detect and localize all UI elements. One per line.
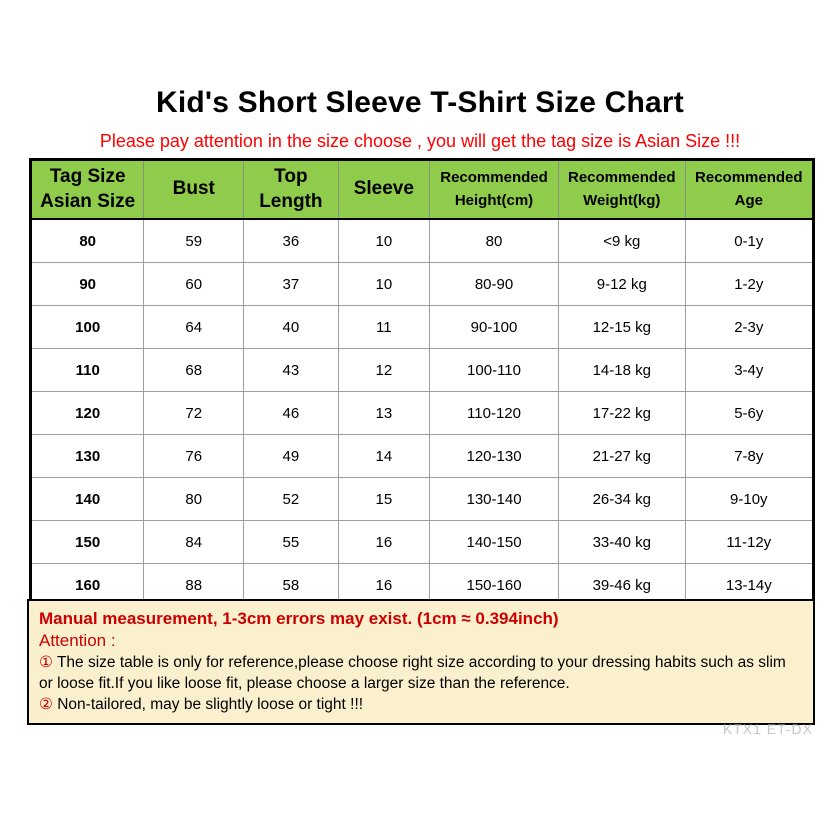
table-cell: 55 xyxy=(244,521,338,564)
table-cell: 88 xyxy=(144,564,244,608)
table-cell: 58 xyxy=(244,564,338,608)
table-cell: 7-8y xyxy=(685,435,813,478)
table-cell: 3-4y xyxy=(685,349,813,392)
table-cell: 5-6y xyxy=(685,392,813,435)
note-1 xyxy=(39,652,801,694)
notes-box xyxy=(27,599,815,725)
table-cell: 84 xyxy=(144,521,244,564)
table-cell: 49 xyxy=(244,435,338,478)
attention-label: Attention : xyxy=(39,631,116,650)
table-cell: 110 xyxy=(31,349,144,392)
table-row xyxy=(31,478,814,521)
table-cell: 16 xyxy=(338,521,429,564)
table-cell: 46 xyxy=(244,392,338,435)
column-header: Recommended Weight(kg) xyxy=(558,160,685,220)
subtitle-warning: Please pay attention in the size choose , you will get the tag size is Asian Size !!! xyxy=(99,131,741,151)
table-cell: 140-150 xyxy=(430,521,559,564)
table-row xyxy=(31,435,814,478)
column-header: Tag Size Asian Size xyxy=(31,160,144,220)
table-cell: 90 xyxy=(31,263,144,306)
table-cell: 100 xyxy=(31,306,144,349)
table-cell: 90-100 xyxy=(430,306,559,349)
table-cell: 80 xyxy=(31,219,144,263)
table-cell: 80 xyxy=(430,219,559,263)
table-cell: 68 xyxy=(144,349,244,392)
table-cell: 0-1y xyxy=(685,219,813,263)
column-header: Top Length xyxy=(244,160,338,220)
measurement-note: Manual measurement, 1-3cm errors may exist. (1cm ≈ 0.394inch) xyxy=(39,609,559,628)
table-cell: 43 xyxy=(244,349,338,392)
table-cell: 1-2y xyxy=(685,263,813,306)
table-cell: 40 xyxy=(244,306,338,349)
table-body xyxy=(31,219,814,608)
table-cell: 76 xyxy=(144,435,244,478)
table-cell: 60 xyxy=(144,263,244,306)
circled-one-glyph: ① xyxy=(39,654,53,671)
table-cell: 39-46 kg xyxy=(558,564,685,608)
table-cell: 10 xyxy=(338,263,429,306)
table-cell: 150 xyxy=(31,521,144,564)
table-cell: 59 xyxy=(144,219,244,263)
table-cell: 26-34 kg xyxy=(558,478,685,521)
table-row xyxy=(31,392,814,435)
table-cell: 14-18 kg xyxy=(558,349,685,392)
table-cell: 37 xyxy=(244,263,338,306)
table-cell: <9 kg xyxy=(558,219,685,263)
table-cell: 72 xyxy=(144,392,244,435)
table-header xyxy=(31,160,814,220)
table-cell: 80-90 xyxy=(430,263,559,306)
table-cell: 150-160 xyxy=(430,564,559,608)
table-header-row xyxy=(31,160,814,220)
table-cell: 12-15 kg xyxy=(558,306,685,349)
table-cell: 130-140 xyxy=(430,478,559,521)
table-cell: 100-110 xyxy=(430,349,559,392)
table-row xyxy=(31,263,814,306)
size-chart-table xyxy=(29,158,815,609)
table-cell: 21-27 kg xyxy=(558,435,685,478)
table-cell: 36 xyxy=(244,219,338,263)
column-header: Sleeve xyxy=(338,160,429,220)
table-cell: 130 xyxy=(31,435,144,478)
table-cell: 11-12y xyxy=(685,521,813,564)
note-2 xyxy=(39,694,801,715)
table-row xyxy=(31,219,814,263)
table-cell: 33-40 kg xyxy=(558,521,685,564)
note-1-text: The size table is only for reference,please choose right size according to your dressing habits such as slim or loose fit.If you like loose fit, please choose a larger size than the reference. xyxy=(39,654,786,692)
note-2-text: Non-tailored, may be slightly loose or tight !!! xyxy=(57,696,364,713)
table-cell: 12 xyxy=(338,349,429,392)
table-cell: 120 xyxy=(31,392,144,435)
table-row xyxy=(31,521,814,564)
table-cell: 9-10y xyxy=(685,478,813,521)
page-title: Kid's Short Sleeve T-Shirt Size Chart xyxy=(156,86,684,119)
table-cell: 120-130 xyxy=(430,435,559,478)
column-header: Bust xyxy=(144,160,244,220)
table-cell: 13 xyxy=(338,392,429,435)
table-cell: 11 xyxy=(338,306,429,349)
table-cell: 110-120 xyxy=(430,392,559,435)
table-row xyxy=(31,306,814,349)
table-cell: 52 xyxy=(244,478,338,521)
watermark: KTX1 ET-DX xyxy=(722,721,813,737)
table-cell: 2-3y xyxy=(685,306,813,349)
table-cell: 160 xyxy=(31,564,144,608)
column-header: Recommended Age xyxy=(685,160,813,220)
column-header: Recommended Height(cm) xyxy=(430,160,559,220)
table-cell: 10 xyxy=(338,219,429,263)
table-cell: 17-22 kg xyxy=(558,392,685,435)
table-cell: 64 xyxy=(144,306,244,349)
table-cell: 80 xyxy=(144,478,244,521)
table-cell: 9-12 kg xyxy=(558,263,685,306)
table-cell: 16 xyxy=(338,564,429,608)
table-row xyxy=(31,349,814,392)
table-cell: 15 xyxy=(338,478,429,521)
table-cell: 14 xyxy=(338,435,429,478)
table-cell: 13-14y xyxy=(685,564,813,608)
circled-two-glyph: ② xyxy=(39,696,53,713)
table-cell: 140 xyxy=(31,478,144,521)
